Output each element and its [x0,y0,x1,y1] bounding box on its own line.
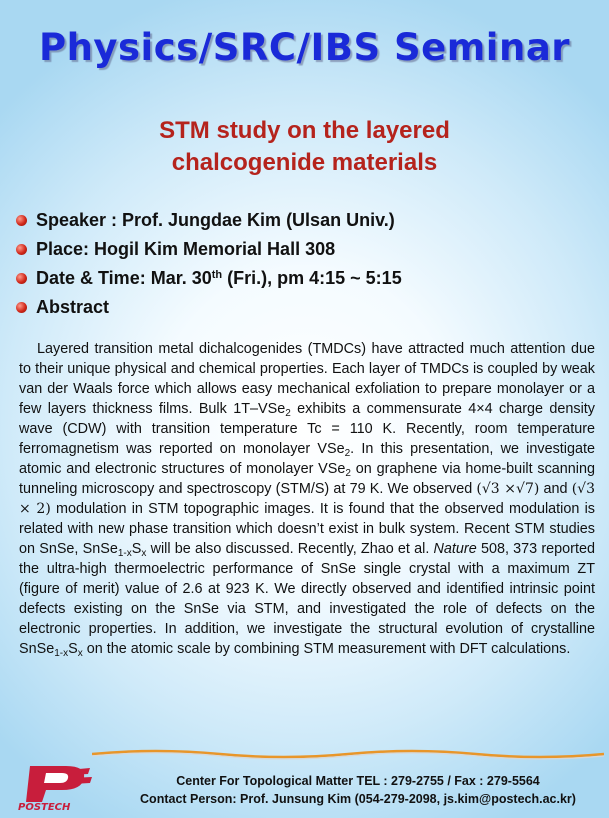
date-time-item [16,264,596,293]
subscript: 2 [345,468,351,479]
bullet-icon [16,244,27,255]
abstract-text: exhibits a commensurate 4×4 charge density wave (CDW) with transition temperature Tc = 110 K. Recently, room temperature ferromagnetism was reported on monolayer VSe [19,401,595,457]
subscript: 1-x [54,648,69,659]
abstract-text: Layered transition metal dichalcogenides (TMDCs) have attracted much attention due to their unique physical and chemical properties. Each layer of TMDCs is coupled by weak van der Waals force which allows easy mechanical exfoliation to prepare monolayer or a few layers thickness films. Bulk 1T–VSe [19,341,595,417]
footer-contact-line: Contact Person: Prof. Junsung Kim (054-279-2098, js.kim@postech.ac.kr) [140,792,576,806]
abstract-text: on the atomic scale by combining STM measurement with DFT calculations. [82,641,571,657]
date-suffix: (Fri.), pm 4:15 ~ 5:15 [222,268,402,288]
math-expression: (√3 ×√7) [476,481,540,497]
postech-logo [16,764,96,812]
bullet-icon [16,302,27,313]
abstract-text: will be also discussed. Recently, Zhao et al. [146,541,434,557]
seminar-title: Physics/SRC/IBS Seminar [38,26,571,69]
subscript: x [141,548,147,559]
logo-text: POSTECH [18,802,71,812]
place-item [16,235,596,264]
abstract-text: S [68,641,78,657]
footer [108,772,608,808]
wavy-divider [92,747,604,761]
talk-title-line-1: STM study on the layered [159,117,450,144]
date-prefix: Date & Time: Mar. 30 [36,268,212,288]
abstract-text: . In this presentation, we investigate atomic and electronic structures of monolayer VSe [19,441,595,477]
speaker-item [16,206,596,235]
abstract-text: on graphene via home-built scanning tunneling microscopy and spectroscopy (STM/S) at 79 K. We observed [19,461,595,497]
footer-center-line: Center For Topological Matter TEL : 279-2755 / Fax : 279-5564 [176,774,540,788]
abstract-text: and [539,481,572,497]
date-time-text [36,268,402,289]
subscript: 2 [285,408,291,419]
talk-title [0,115,609,179]
seminar-info-list [16,206,596,322]
journal-name: Nature [433,541,477,557]
abstract-heading-item [16,293,596,322]
place-text: Place: Hogil Kim Memorial Hall 308 [36,239,336,259]
subscript: 2 [344,448,351,459]
bullet-icon [16,215,27,226]
abstract-text: 508, 373 reported the ultra-high thermoelectric performance of SnSe single crystal with a maximum ZT (figure of merit) value of 2.6 at 923 K. We directly observed and identified intrinsic point defects existing on the SnSe via STM, and investigated the role of defects on the electronic properties. In addition, we investigate the structural evolution of crystalline SnSe [19,541,595,657]
subscript: 1-x [117,548,132,559]
subscript: x [77,648,83,659]
date-ordinal: th [211,269,223,281]
abstract-paragraph [19,339,595,659]
talk-title-line-2: chalcogenide materials [171,149,438,176]
abstract-text: S [131,541,142,557]
bullet-icon [16,273,27,284]
abstract-heading: Abstract [36,297,110,317]
math-expression: (√3 × 2) [19,481,595,517]
abstract-text: modulation in STM topographic images. It is found that the observed modulation is related with new phase transition which doesn’t exist in bulk system. Recent STM studies on SnSe, SnSe [19,501,595,557]
speaker-text: Speaker : Prof. Jungdae Kim (Ulsan Univ.) [36,210,395,230]
